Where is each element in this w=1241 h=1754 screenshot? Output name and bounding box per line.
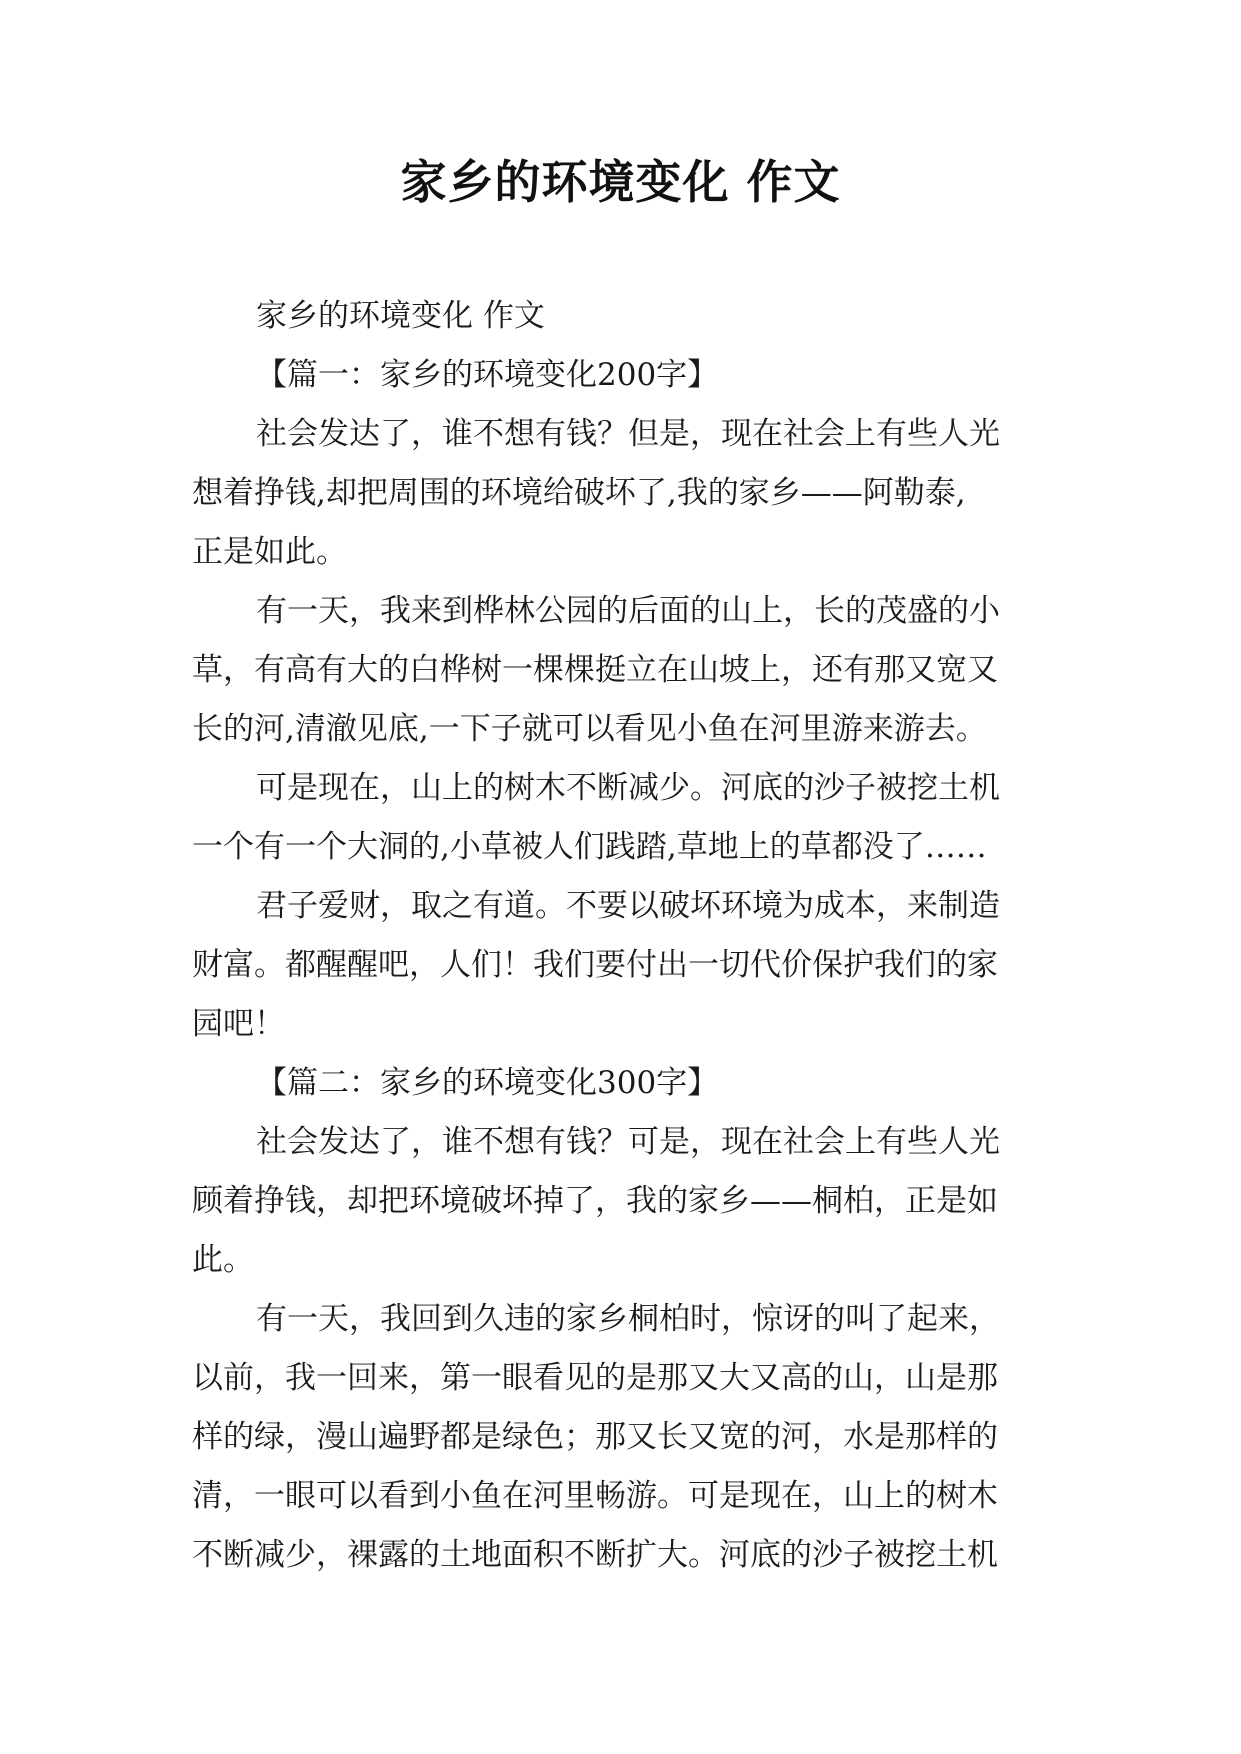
- section-heading-1: 【篇一：家乡的环境变化200字】: [256, 357, 719, 393]
- paragraph-line: 长的河,清澈见底,一下子就可以看见小鱼在河里游来游去。: [192, 711, 987, 747]
- paragraph-line: 社会发达了，谁不想有钱？但是，现在社会上有些人光: [256, 416, 1000, 452]
- paragraph-line: 君子爱财，取之有道。不要以破坏环境为成本，来制造: [256, 888, 1000, 924]
- paragraph-line: 顾着挣钱，却把环境破坏掉了，我的家乡——桐柏，正是如: [192, 1183, 998, 1219]
- paragraph-line: 有一天，我回到久违的家乡桐柏时，惊讶的叫了起来，: [256, 1301, 1000, 1337]
- paragraph-line: 样的绿，漫山遍野都是绿色；那又长又宽的河，水是那样的: [192, 1419, 998, 1455]
- document-title: 家乡的环境变化 作文: [400, 155, 841, 209]
- paragraph-line: 草，有高有大的白桦树一棵棵挺立在山坡上，还有那又宽又: [192, 652, 998, 688]
- paragraph-line: 有一天，我来到桦林公园的后面的山上，长的茂盛的小: [256, 593, 1000, 629]
- paragraph-line: 以前，我一回来，第一眼看见的是那又大又高的山，山是那: [192, 1360, 998, 1396]
- paragraph-line: 想着挣钱,却把周围的环境给破坏了,我的家乡——阿勒泰,: [192, 475, 966, 511]
- document-body: [192, 287, 1054, 1585]
- paragraph-line: 可是现在，山上的树木不断减少。河底的沙子被挖土机: [256, 770, 1000, 806]
- paragraph-line: 园吧！: [192, 1006, 285, 1042]
- subtitle-line: 家乡的环境变化 作文: [256, 298, 545, 334]
- section-heading-2: 【篇二：家乡的环境变化300字】: [256, 1065, 719, 1101]
- paragraph-line: 财富。都醒醒吧，人们！我们要付出一切代价保护我们的家: [192, 947, 998, 983]
- paragraph-line: 一个有一个大洞的,小草被人们践踏,草地上的草都没了……: [192, 829, 987, 865]
- paragraph-line: 不断减少，裸露的土地面积不断扩大。河底的沙子被挖土机: [192, 1537, 998, 1573]
- paragraph-line: 社会发达了，谁不想有钱？可是，现在社会上有些人光: [256, 1124, 1000, 1160]
- paragraph-line: 清，一眼可以看到小鱼在河里畅游。可是现在，山上的树木: [192, 1478, 998, 1514]
- paragraph-line: 此。: [192, 1242, 254, 1278]
- paragraph-line: 正是如此。: [192, 534, 347, 570]
